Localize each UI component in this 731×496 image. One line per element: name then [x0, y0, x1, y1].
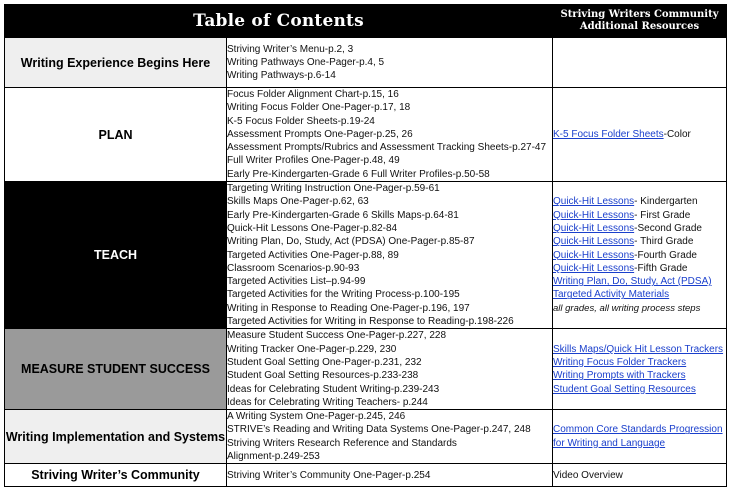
section-resources [553, 410, 727, 464]
section-resources [553, 88, 727, 182]
list-item: K-5 Focus Folder Sheets-p.19-24 [227, 115, 375, 127]
list-item: Writing Pathways One-Pager-p.4, 5 [227, 56, 385, 68]
list-item: Quick-Hit Lessons One-Pager-p.82-84 [227, 222, 398, 234]
list-item: Focus Folder Alignment Chart-p.15, 16 [227, 89, 399, 100]
list-item: Measure Student Success One-Pager-p.227, 228 [227, 330, 447, 342]
section-row-measure-student-success [5, 329, 727, 410]
list-item: Alignment-p.249-253 [227, 451, 320, 463]
resource-link[interactable]: Quick-Hit Lessons [553, 196, 635, 208]
resources-header [553, 5, 727, 38]
section-resources [553, 38, 727, 88]
section-row-teach [5, 182, 727, 329]
resource-item [553, 369, 726, 382]
section-title: PLAN [5, 88, 227, 182]
section-title: MEASURE STUDENT SUCCESS [5, 329, 227, 410]
section-title: Writing Experience Begins Here [5, 38, 227, 88]
list-item: Writing Pathways-p.6-14 [227, 70, 336, 82]
section-row-striving-writers-community [5, 464, 727, 487]
resource-suffix: - Third Grade [634, 236, 694, 248]
section-items [227, 464, 553, 487]
resources-header-line1: Striving Writers Community [560, 9, 719, 20]
resource-note: all grades, all writing process steps [553, 302, 701, 314]
section-items [227, 88, 553, 182]
section-title: Writing Implementation and Systems [5, 410, 227, 464]
resource-link[interactable]: Writing Plan, Do, Study, Act (PDSA) [553, 276, 712, 288]
section-items [227, 410, 553, 464]
list-item: Student Goal Setting One-Pager-p.231, 232 [227, 356, 422, 368]
list-item: Early Pre-Kindergarten-Grade 6 Skills Maps-p.64-81 [227, 209, 459, 221]
resource-item [553, 383, 726, 396]
section-items [227, 182, 553, 329]
resource-link[interactable]: Quick-Hit Lessons [553, 249, 635, 261]
resource-link[interactable]: Common Core Standards Progression for Writing and Language [553, 424, 723, 449]
resource-suffix: - First Grade [634, 209, 691, 221]
section-resources [553, 329, 727, 410]
resource-item [553, 195, 726, 208]
resource-link[interactable]: K-5 Focus Folder Sheets [553, 128, 664, 140]
list-item: Targeted Activities One-Pager-p.88, 89 [227, 249, 399, 261]
list-item: Striving Writers Research Reference and Standards [227, 437, 457, 449]
resource-link[interactable]: Skills Maps/Quick Hit Lesson Trackers [553, 343, 724, 355]
resource-suffix: -Color [663, 128, 691, 140]
section-row-writing-experience [5, 38, 727, 88]
resource-item [553, 275, 726, 288]
resource-item [553, 356, 726, 369]
list-item: A Writing System One-Pager-p.245, 246 [227, 411, 406, 423]
list-item: Striving Writer’s Community One-Pager-p.254 [227, 469, 431, 481]
resource-item [553, 288, 726, 301]
list-item: Targeting Writing Instruction One-Pager-p.59-61 [227, 183, 440, 195]
resource-link[interactable]: Targeted Activity Materials [553, 289, 670, 301]
resource-item [553, 249, 726, 262]
list-item: Targeted Activities for the Writing Process-p.100-195 [227, 289, 460, 301]
list-item: Striving Writer’s Menu-p.2, 3 [227, 43, 354, 55]
section-items [227, 38, 553, 88]
resource-item [553, 209, 726, 222]
list-item: STRIVE’s Reading and Writing Data Systems One-Pager-p.247, 248 [227, 424, 531, 436]
resource-suffix: - Kindergarten [634, 196, 698, 208]
list-item: Full Writer Profiles One-Pager-p.48, 49 [227, 155, 400, 167]
section-items [227, 329, 553, 410]
resource-link[interactable]: Writing Focus Folder Trackers [553, 356, 687, 368]
resource-link[interactable]: Writing Prompts with Trackers [553, 370, 686, 382]
list-item: Writing Plan, Do, Study, Act (PDSA) One-Pager-p.85-87 [227, 236, 475, 248]
list-item: Classroom Scenarios-p.90-93 [227, 262, 360, 274]
resource-link[interactable]: Quick-Hit Lessons [553, 209, 635, 221]
list-item: Targeted Activities List–p.94-99 [227, 276, 366, 288]
header-row [5, 5, 727, 38]
section-row-plan [5, 88, 727, 182]
list-item: Early Pre-Kindergarten-Grade 6 Full Writer Profiles-p.50-58 [227, 168, 490, 180]
table-of-contents [4, 4, 727, 487]
resource-item [553, 343, 726, 356]
resource-item [553, 235, 726, 248]
resource-suffix: -Fifth Grade [634, 262, 688, 274]
list-item: Writing in Response to Reading One-Pager-p.196, 197 [227, 302, 470, 314]
list-item: Writing Tracker One-Pager-p.229, 230 [227, 343, 397, 355]
section-resources [553, 464, 727, 487]
list-item: Ideas for Celebrating Writing Teachers- p.244 [227, 396, 428, 408]
resource-item [553, 128, 726, 141]
section-resources [553, 182, 727, 329]
resource-link[interactable]: Quick-Hit Lessons [553, 262, 635, 274]
resource-video-overview: Video Overview [553, 469, 623, 481]
list-item: Student Goal Setting Resources-p.233-238 [227, 370, 419, 382]
page-title: Table of Contents [5, 5, 553, 38]
resource-suffix: -Fourth Grade [634, 249, 697, 261]
section-title: Striving Writer’s Community [5, 464, 227, 487]
list-item: Assessment Prompts/Rubrics and Assessment Tracking Sheets-p.27-47 [227, 142, 547, 154]
list-item: Assessment Prompts One-Pager-p.25, 26 [227, 128, 413, 140]
list-item: Ideas for Celebrating Student Writing-p.239-243 [227, 383, 440, 395]
section-row-writing-implementation [5, 410, 727, 464]
resource-item [553, 262, 726, 275]
resource-item [553, 222, 726, 235]
resource-suffix: -Second Grade [634, 222, 702, 234]
list-item: Writing Focus Folder One-Pager-p.17, 18 [227, 102, 411, 114]
section-title: TEACH [5, 182, 227, 329]
resource-item [553, 423, 726, 450]
list-item: Skills Maps One-Pager-p.62, 63 [227, 196, 369, 208]
resource-link[interactable]: Student Goal Setting Resources [553, 383, 696, 395]
list-item: Targeted Activities for Writing in Response to Reading-p.198-226 [227, 316, 514, 328]
resource-link[interactable]: Quick-Hit Lessons [553, 222, 635, 234]
resource-link[interactable]: Quick-Hit Lessons [553, 236, 635, 248]
resources-header-line2: Additional Resources [579, 21, 700, 32]
